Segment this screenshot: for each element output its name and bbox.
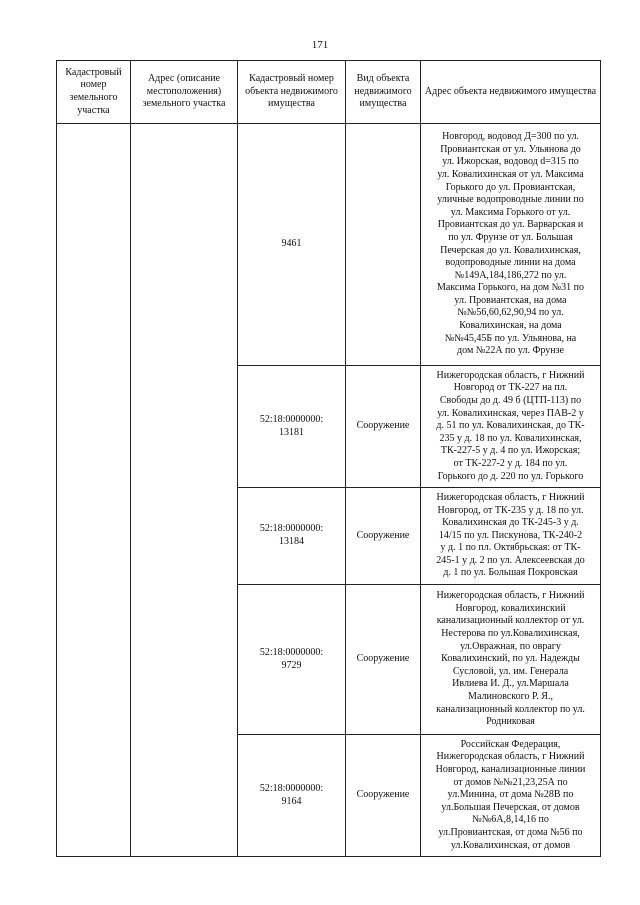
object-cadastral-number-cell: 52:18:0000000: 13181 [238, 366, 346, 488]
header-land-cadastral-number: Кадастровый номер земельного участка [57, 61, 131, 124]
object-address-cell: Новгород, водовод Д=300 по ул. Провиантская от ул. Ульянова до ул. Ижорская, водовод d=315 по ул. Ковалихинская от ул. Максима Горького до ул. Провиантская, уличные водопроводные линии по ул. Максима Горького от ул. Провиантская до ул. Варварская и по ул. Фрунзе от ул. Большая Печерская до ул. Ковалихинская, водопроводные линии на дома №149А,184,186,272 по ул. Максима Горького, на дом №31 по ул. Провиантская, на дома №№56,60,62,90,94 по ул. Ковалихинская, на дома №№45,45Б по ул. Ульянова, на дом №22А по ул. Фрунзе [421, 124, 601, 366]
land-address-cell [131, 124, 238, 857]
header-object-cadastral-number: Кадастровый номер объекта недвижимого имущества [238, 61, 346, 124]
object-type-cell: Сооружение [346, 585, 421, 735]
object-address-cell: Российская Федерация, Нижегородская область, г Нижний Новгород, канализационные линии от домов №№21,23,25А по ул.Минина, от дома №28В по ул.Большая Печерская, от домов №№6А,8,14,16 по ул.Провиантская, от дома №56 по ул.Ковалихинская, от домов [421, 735, 601, 857]
table-row [57, 124, 601, 366]
header-object-type: Вид объекта недвижимого имущества [346, 61, 421, 124]
object-type-cell: Сооружение [346, 735, 421, 857]
object-cadastral-number-cell: 52:18:0000000: 9729 [238, 585, 346, 735]
object-type-cell: Сооружение [346, 488, 421, 585]
object-address-cell: Нижегородская область, г Нижний Новгород от ТК-227 на пл. Свободы до д. 49 б (ЦТП-113) по ул. Ковалихинская, через ПАВ-2 у д. 51 по ул. Ковалихинская, до ТК- 235 у д. 18 по ул. Ковалихинская, ТК-227-5 у д. 4 по ул. Ижорская; от ТК-227-2 у д. 184 по ул. Горького до д. 220 по ул. Горького [421, 366, 601, 488]
object-type-cell: Сооружение [346, 366, 421, 488]
table-header-row [57, 61, 601, 124]
page-number: 171 [311, 39, 329, 51]
object-cadastral-number-cell: 52:18:0000000: 13184 [238, 488, 346, 585]
header-object-address: Адрес объекта недвижимого имущества [421, 61, 601, 124]
object-type-cell [346, 124, 421, 366]
land-cadastral-number-cell [57, 124, 131, 857]
header-land-address: Адрес (описание местоположения) земельного участка [131, 61, 238, 124]
object-address-cell: Нижегородская область, г Нижний Новгород, от ТК-235 у д. 18 по ул. Ковалихинская до ТК-245-3 у д. 14/15 по ул. Пискунова, ТК-240-2 у д. 1 по пл. Октябрьская: от ТК- 245-1 у д. 2 по ул. Алексеевская до д. 1 по ул. Большая Покровская [421, 488, 601, 585]
registry-table [56, 60, 601, 857]
object-address-cell: Нижегородская область, г Нижний Новгород, ковалихинский канализационный коллектор от ул. Нестерова по ул.Ковалихинская, ул.Овражная, по оврагу Ковалихинский, по ул. Надежды Сусловой, ул. им. Генерала Ивлиева И. Д., ул.Маршала Малиновского Р. Я., канализационный коллектор по ул. Родниковая [421, 585, 601, 735]
object-cadastral-number-cell: 52:18:0000000: 9164 [238, 735, 346, 857]
object-cadastral-number-cell: 9461 [238, 124, 346, 366]
